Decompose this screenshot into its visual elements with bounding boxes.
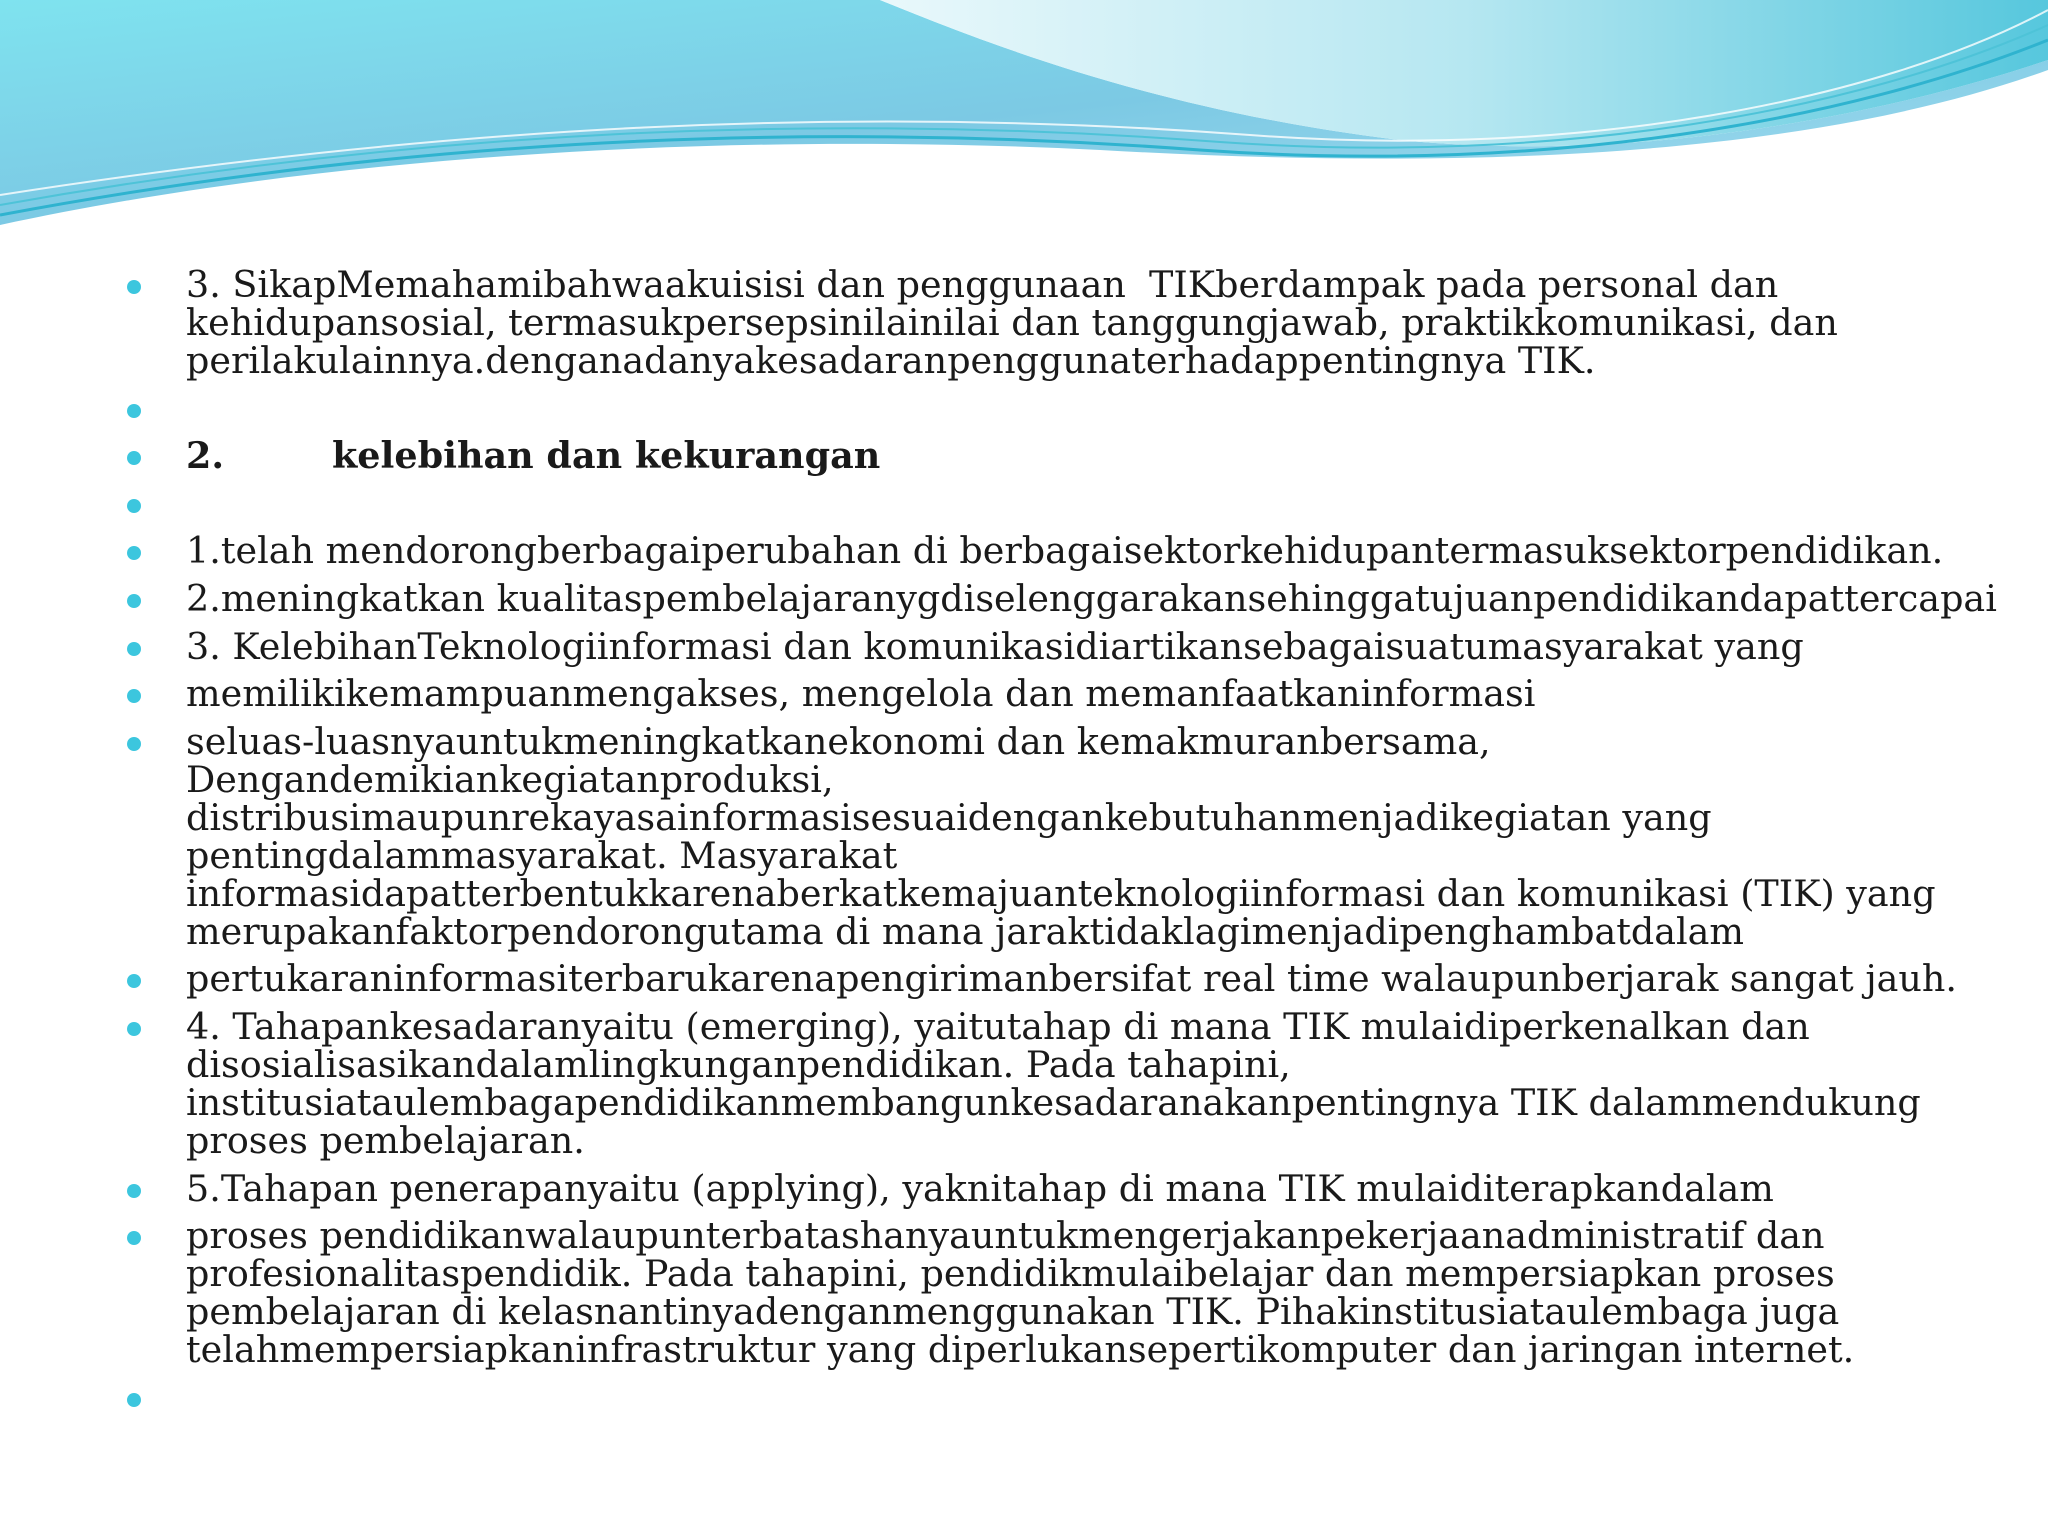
list-item bbox=[120, 624, 2000, 668]
list-item bbox=[120, 672, 2000, 716]
list-item bbox=[120, 1166, 2000, 1210]
bullet-list bbox=[120, 263, 2000, 1417]
list-item-text: pertukaraninformasiterbarukarenapengirimanbersifat real time walaupunberjarak sangat jauh. bbox=[186, 957, 1958, 1001]
header-wave-banner bbox=[0, 0, 2048, 240]
list-item bbox=[120, 1004, 2000, 1162]
list-item-text: 1.telah mendorongberbagaiperubahan di berbagaisektorkehidupantermasuksektorpendidikan. bbox=[186, 529, 1944, 573]
bullet-dot-icon bbox=[127, 642, 141, 656]
section-heading bbox=[120, 434, 2000, 478]
list-item bbox=[120, 263, 2000, 382]
list-item bbox=[120, 957, 2000, 1001]
slide-content bbox=[120, 263, 2000, 1426]
list-item bbox=[120, 485, 2000, 523]
bullet-dot-icon bbox=[127, 404, 141, 418]
bullet-dot-icon bbox=[127, 451, 141, 465]
list-item-text: seluas-luasnyauntukmeningkatkanekonomi dan kemakmuranbersama, Dengandemikiankegiatanproduksi, distribusimaupunrekayasainformasisesuaidengankebutuhanmenjadikegiatan yang pentingdalammasyarakat. Masyarakat informasidapatterbentukkarenaberkatkemajuanteknologiinformasi dan komunikasi (TIK) yang merupakanfaktorpendorongutama di mana jaraktidaklagimenjadipenghambatdalam bbox=[186, 719, 1948, 953]
bullet-dot-icon bbox=[127, 1184, 141, 1198]
list-item-text: proses pendidikanwalaupunterbatashanyauntukmengerjakanpekerjaanadministratif dan profesionalitaspendidik. Pada tahapini, pendidikmulaibelajar dan mempersiapkan proses pembelajaran di kelasnantinyadenganmenggunakan TIK. Pihakinstitusiataulembaga juga telahmempersiapkaninfrastruktur yang diperlukansepertikomputer dan jaringan internet. bbox=[186, 1214, 1855, 1372]
list-item-text: 5.Tahapan penerapanyaitu (applying), yaknitahap di mana TIK mulaiditerapkandalam bbox=[186, 1166, 1774, 1210]
bullet-dot-icon bbox=[127, 689, 141, 703]
list-item bbox=[120, 1379, 2000, 1417]
list-item bbox=[120, 719, 2000, 953]
list-item bbox=[120, 390, 2000, 428]
bullet-dot-icon bbox=[127, 594, 141, 608]
section-number: 2. bbox=[186, 434, 225, 478]
list-item-text: 2.meningkatkan kualitaspembelajaranygdiselenggarakansehinggatujuanpendidikandapattercapai bbox=[186, 576, 1997, 620]
bullet-dot-icon bbox=[127, 1231, 141, 1245]
bullet-dot-icon bbox=[127, 1022, 141, 1036]
bullet-dot-icon bbox=[127, 737, 141, 751]
bullet-dot-icon bbox=[127, 974, 141, 988]
bullet-dot-icon bbox=[127, 546, 141, 560]
bullet-dot-icon bbox=[127, 499, 141, 513]
list-item bbox=[120, 576, 2000, 620]
list-item-text: memilikikemampuanmengakses, mengelola dan memanfaatkaninformasi bbox=[186, 672, 1536, 716]
list-item bbox=[120, 529, 2000, 573]
section-title: kelebihan dan kekurangan bbox=[332, 434, 881, 478]
bullet-dot-icon bbox=[127, 280, 141, 294]
list-item-text: 3. SikapMemahamibahwaakuisisi dan penggunaan TIKberdampak pada personal dan kehidupansosial, termasukpersepsinilainilai dan tanggungjawab, praktikkomunikasi, dan perilakulainnya.denganadanyakesadaranpenggunaterhadappentingnya TIK. bbox=[186, 263, 1850, 382]
bullet-dot-icon bbox=[127, 1393, 141, 1407]
list-item-text: 4. Tahapankesadaranyaitu (emerging), yaitutahap di mana TIK mulaidiperkenalkan dan disosialisasikandalamlingkunganpendidikan. Pada tahapini, institusiataulembagapendidikanmembangunkesadaranakanpentingnya TIK dalammendukung proses pembelajaran. bbox=[186, 1004, 1933, 1162]
list-item bbox=[120, 1214, 2000, 1372]
list-item-text: 3. KelebihanTeknologiinformasi dan komunikasidiartikansebagaisuatumasyarakat yang bbox=[186, 624, 1804, 668]
